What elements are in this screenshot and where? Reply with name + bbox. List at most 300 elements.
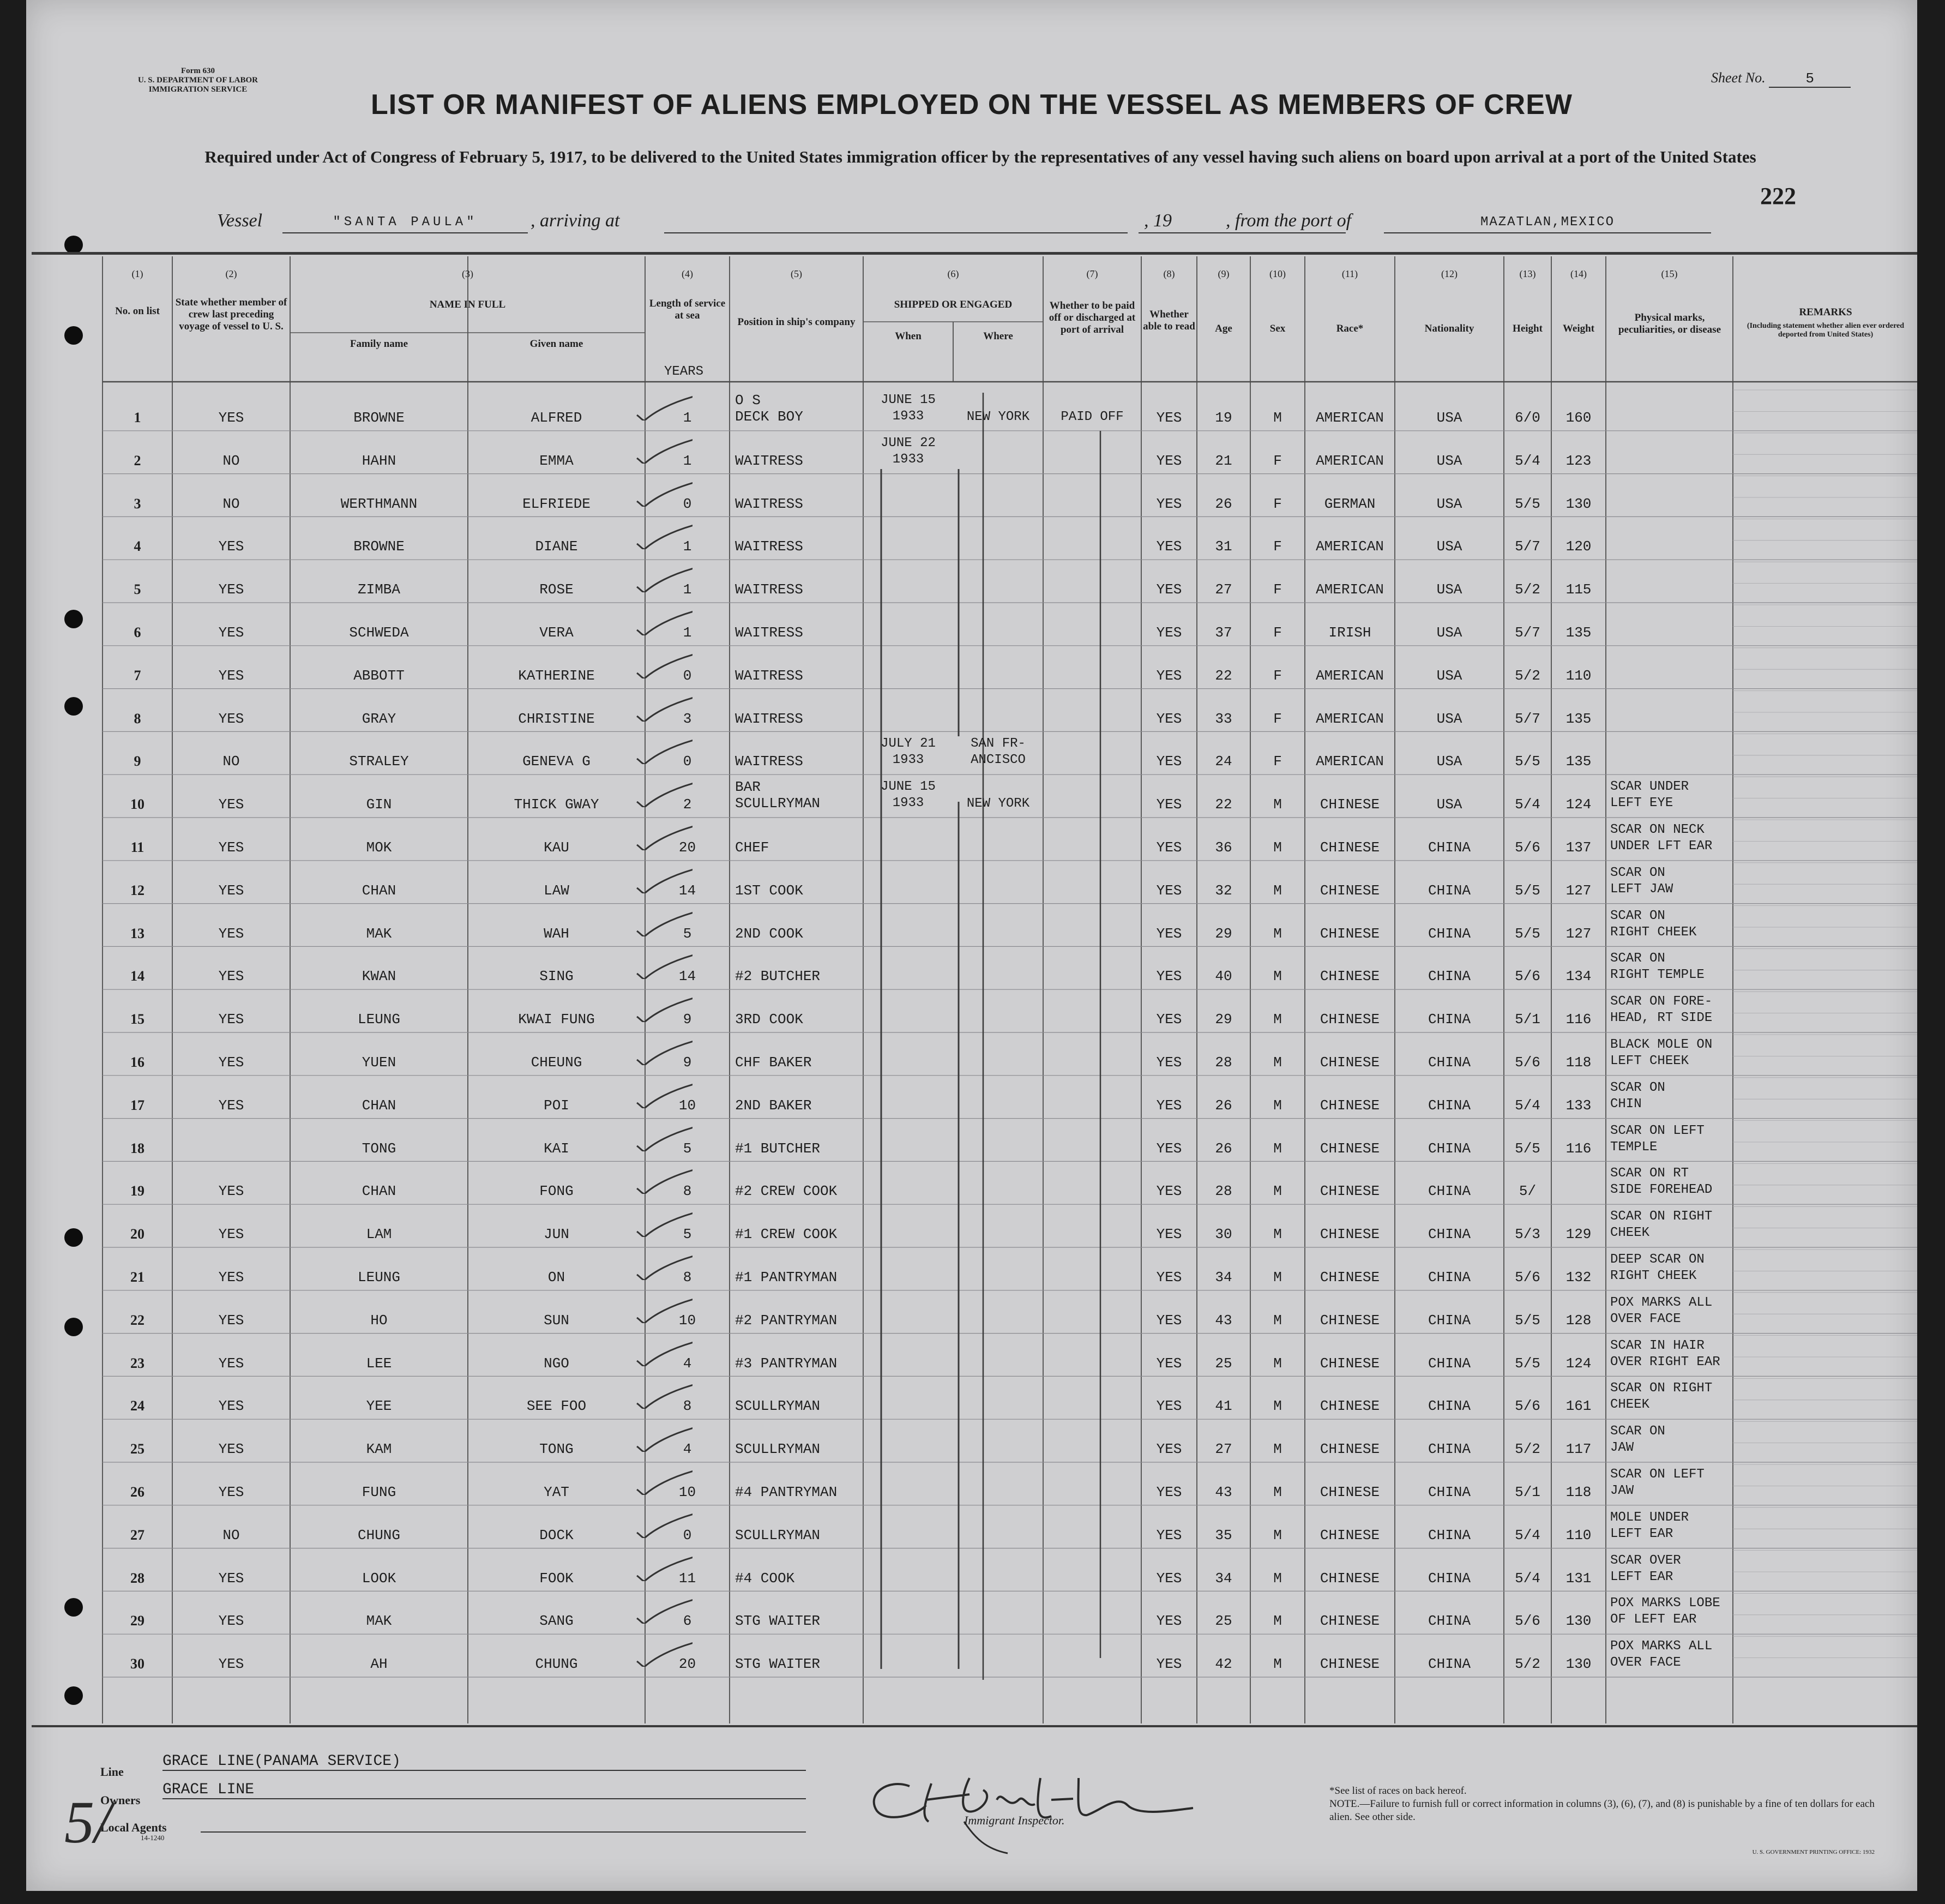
owners-label: Owners: [100, 1793, 141, 1807]
physical-marks-value: SCAR ON RIGHT CHEEK: [1610, 1209, 1713, 1241]
prev-voyage-value: YES: [218, 1054, 244, 1071]
row-number: 5: [134, 581, 141, 598]
given-name-value: FONG: [539, 1183, 574, 1200]
prev-voyage-value: NO: [222, 1527, 240, 1543]
height-value: 5/6: [1515, 1054, 1540, 1071]
row-number: 17: [130, 1097, 144, 1113]
crew-row: [26, 992, 1917, 1034]
crew-row: [26, 1250, 1917, 1292]
family-name-value: LEE: [366, 1355, 392, 1372]
prev-voyage-value: YES: [218, 968, 244, 985]
header-where: Where: [983, 331, 1013, 342]
crew-row: [26, 390, 1917, 433]
family-name-value: STRALEY: [349, 753, 409, 770]
given-name-value: GENEVA G: [522, 753, 591, 770]
agents-code: 14-1240: [141, 1834, 165, 1842]
physical-marks-value: SCAR ON FORE- HEAD, RT SIDE: [1610, 994, 1713, 1026]
family-name-value: CHAN: [362, 1097, 396, 1114]
prev-voyage-value: NO: [222, 753, 240, 770]
age-value: 24: [1215, 753, 1232, 770]
weight-value: 135: [1565, 753, 1592, 770]
crew-row: [26, 1035, 1917, 1077]
header-weight: Weight: [1562, 323, 1595, 334]
weight-value: 127: [1565, 925, 1592, 942]
prev-voyage-value: NO: [222, 452, 240, 469]
position-value: WAITRESS: [735, 452, 803, 469]
family-name-value: KAM: [366, 1441, 392, 1458]
sex-value: M: [1273, 968, 1282, 985]
family-name-value: HO: [370, 1312, 388, 1329]
check-mark: [633, 1212, 693, 1237]
check-mark: [633, 1513, 693, 1538]
prev-voyage-value: YES: [218, 1097, 244, 1114]
nationality-value: CHINA: [1428, 1527, 1471, 1543]
length-service-value: 1: [683, 452, 692, 469]
family-name-value: HAHN: [362, 452, 396, 469]
years-mark: YEARS: [664, 364, 704, 379]
able-read-value: YES: [1156, 753, 1182, 770]
crew-row: [26, 433, 1917, 476]
age-value: 37: [1215, 624, 1232, 641]
column-number: (14): [1570, 268, 1587, 279]
family-name-value: LOOK: [362, 1570, 396, 1587]
weight-value: 134: [1565, 968, 1592, 985]
height-value: 6/0: [1515, 410, 1540, 426]
nationality-value: CHINA: [1428, 1312, 1471, 1329]
column-number: (9): [1218, 268, 1230, 279]
sex-value: M: [1273, 1097, 1282, 1114]
nationality-value: CHINA: [1428, 1011, 1471, 1028]
race-value: CHINESE: [1320, 1656, 1380, 1673]
check-mark: [633, 911, 693, 936]
height-value: 5/2: [1515, 1441, 1540, 1458]
page-title: LIST OR MANIFEST OF ALIENS EMPLOYED ON THE VESSEL AS MEMBERS OF CREW: [371, 89, 1573, 121]
owners-value: GRACE LINE: [162, 1781, 806, 1799]
age-value: 22: [1215, 667, 1232, 684]
row-number: 18: [130, 1140, 144, 1156]
family-name-value: SCHWEDA: [349, 624, 409, 641]
age-value: 30: [1215, 1226, 1232, 1243]
length-service-value: 20: [678, 1656, 696, 1673]
physical-marks-value: SCAR ON NECK UNDER LFT EAR: [1610, 822, 1713, 854]
given-name-value: DIANE: [535, 538, 578, 555]
row-number: 3: [134, 495, 141, 512]
check-mark: [633, 739, 693, 764]
family-name-value: MOK: [366, 839, 392, 856]
position-value: SCULLRYMAN: [735, 1527, 821, 1543]
weight-value: 118: [1565, 1484, 1592, 1500]
length-service-value: 4: [683, 1441, 692, 1458]
prev-voyage-value: YES: [218, 667, 244, 684]
inspector-signature: [844, 1756, 1226, 1854]
height-value: 5/6: [1515, 968, 1540, 985]
position-value: #2 BUTCHER: [735, 968, 821, 985]
position-value: STG WAITER: [735, 1613, 821, 1630]
height-value: 5/2: [1515, 1656, 1540, 1673]
family-name-value: MAK: [366, 1613, 392, 1630]
prev-voyage-value: YES: [218, 1398, 244, 1415]
line-label: Line: [100, 1765, 124, 1779]
able-read-value: YES: [1156, 968, 1182, 985]
length-service-value: 9: [683, 1011, 692, 1028]
column-number: (13): [1519, 268, 1536, 279]
crew-row: [26, 1336, 1917, 1378]
given-name-value: NGO: [544, 1355, 569, 1372]
check-mark: [633, 1255, 693, 1280]
row-number: 28: [130, 1570, 144, 1586]
sex-value: M: [1273, 925, 1282, 942]
header-family-name: Family name: [350, 338, 408, 350]
length-service-value: 0: [683, 667, 692, 684]
nationality-value: USA: [1436, 753, 1462, 770]
able-read-value: YES: [1156, 1527, 1182, 1543]
check-mark: [633, 1083, 693, 1108]
able-read-value: YES: [1156, 452, 1182, 469]
race-value: CHINESE: [1320, 925, 1380, 942]
physical-marks-value: SCAR IN HAIR OVER RIGHT EAR: [1610, 1338, 1720, 1370]
able-read-value: YES: [1156, 925, 1182, 942]
column-number: (12): [1441, 268, 1458, 279]
length-service-value: 6: [683, 1613, 692, 1630]
row-number: 22: [130, 1312, 144, 1328]
able-read-value: YES: [1156, 495, 1182, 512]
arriving-label: , arriving at: [531, 211, 620, 231]
given-name-value: CHRISTINE: [518, 710, 595, 727]
from-port-label: , from the port of: [1226, 211, 1352, 231]
age-value: 43: [1215, 1484, 1232, 1500]
height-value: 5/5: [1515, 882, 1540, 899]
nationality-value: USA: [1436, 538, 1462, 555]
given-name-value: TONG: [539, 1441, 574, 1458]
able-read-value: YES: [1156, 882, 1182, 899]
weight-value: 130: [1565, 1613, 1592, 1630]
header-when: When: [895, 331, 922, 342]
check-mark: [633, 1126, 693, 1151]
family-name-value: CHAN: [362, 1183, 396, 1200]
footer-notes: [1329, 1785, 1875, 1859]
race-value: CHINESE: [1320, 839, 1380, 856]
crew-row: [26, 948, 1917, 991]
position-value: #1 PANTRYMAN: [735, 1269, 838, 1286]
nationality-value: CHINA: [1428, 1613, 1471, 1630]
check-mark: [633, 610, 693, 635]
age-value: 34: [1215, 1269, 1232, 1286]
sex-value: M: [1273, 1656, 1282, 1673]
age-value: 27: [1215, 1441, 1232, 1458]
check-mark: [633, 868, 693, 893]
position-value: #4 COOK: [735, 1570, 795, 1587]
header-race: Race*: [1336, 323, 1364, 334]
given-name-value: ON: [547, 1269, 565, 1286]
position-value: WAITRESS: [735, 581, 803, 598]
crew-row: [26, 820, 1917, 862]
given-name-value: POI: [544, 1097, 569, 1114]
race-value: CHINESE: [1320, 1226, 1380, 1243]
sex-value: M: [1273, 1226, 1282, 1243]
sex-value: M: [1273, 1398, 1282, 1415]
able-read-value: YES: [1156, 796, 1182, 813]
row-number: 8: [134, 710, 141, 726]
position-value: #4 PANTRYMAN: [735, 1484, 838, 1500]
sex-value: F: [1273, 452, 1282, 469]
line-value: GRACE LINE(PANAMA SERVICE): [162, 1753, 806, 1771]
nationality-value: CHINA: [1428, 1441, 1471, 1458]
able-read-value: YES: [1156, 1484, 1182, 1500]
nationality-value: USA: [1436, 667, 1462, 684]
given-name-value: FOOK: [539, 1570, 574, 1587]
weight-value: 135: [1565, 624, 1592, 641]
manifest-sheet: [26, 0, 1917, 1891]
crew-row: [26, 691, 1917, 734]
family-name-value: YUEN: [362, 1054, 396, 1071]
able-read-value: YES: [1156, 1656, 1182, 1673]
column-number: (4): [682, 268, 693, 279]
position-value: STG WAITER: [735, 1656, 821, 1673]
given-name-value: DOCK: [539, 1527, 574, 1543]
position-value: SCULLRYMAN: [735, 1398, 821, 1415]
weight-value: 116: [1565, 1011, 1592, 1028]
sex-value: M: [1273, 1355, 1282, 1372]
check-mark: [633, 954, 693, 979]
year-label: , 19: [1144, 211, 1172, 231]
family-name-value: MAK: [366, 925, 392, 942]
nationality-value: CHINA: [1428, 1570, 1471, 1587]
family-name-value: AH: [370, 1656, 388, 1673]
crew-row: [26, 734, 1917, 776]
page-stamp-number: 222: [1760, 183, 1796, 209]
crew-row: [26, 1464, 1917, 1507]
weight-value: 160: [1565, 410, 1592, 426]
age-value: 28: [1215, 1054, 1232, 1071]
able-read-value: YES: [1156, 1570, 1182, 1587]
column-number: (10): [1269, 268, 1286, 279]
crew-row: [26, 1593, 1917, 1636]
check-mark: [633, 653, 693, 678]
weight-value: 132: [1565, 1269, 1592, 1286]
length-service-value: 10: [678, 1097, 696, 1114]
age-value: 43: [1215, 1312, 1232, 1329]
crew-row: [26, 1206, 1917, 1249]
family-name-value: LEUNG: [357, 1269, 400, 1286]
sex-value: M: [1273, 1054, 1282, 1071]
physical-marks-value: SCAR ON LEFT JAW: [1610, 865, 1673, 897]
prev-voyage-value: YES: [218, 1312, 244, 1329]
height-value: 5/6: [1515, 1398, 1540, 1415]
sex-value: F: [1273, 538, 1282, 555]
length-service-value: 11: [678, 1570, 696, 1587]
prev-voyage-value: YES: [218, 1613, 244, 1630]
position-value: WAITRESS: [735, 710, 803, 727]
length-service-value: 0: [683, 753, 692, 770]
family-name-value: BROWNE: [353, 410, 405, 426]
given-name-value: SUN: [544, 1312, 569, 1329]
length-service-value: 2: [683, 796, 692, 813]
height-value: 5/6: [1515, 839, 1540, 856]
fine-note: NOTE.—Failure to furnish full or correct information in columns (3), (6), (7), and (8) is punishable by a fine of ten dollars for each alien. See other side.: [1329, 1798, 1875, 1823]
sex-value: M: [1273, 839, 1282, 856]
sex-value: M: [1273, 1183, 1282, 1200]
sheet-number-label: Sheet No.: [1711, 70, 1766, 86]
sex-value: F: [1273, 667, 1282, 684]
age-value: 40: [1215, 968, 1232, 985]
prev-voyage-value: YES: [218, 710, 244, 727]
inspector-label: Immigrant Inspector.: [964, 1813, 1065, 1827]
able-read-value: YES: [1156, 710, 1182, 727]
given-name-value: CHUNG: [535, 1656, 578, 1673]
race-value: AMERICAN: [1316, 538, 1384, 555]
sex-value: M: [1273, 1570, 1282, 1587]
weight-value: 110: [1565, 1527, 1592, 1543]
nationality-value: USA: [1436, 796, 1462, 813]
header-paid-off: Whether to be paid off or discharged at port of arrival: [1049, 300, 1136, 335]
check-mark: [633, 825, 693, 850]
able-read-value: YES: [1156, 1054, 1182, 1071]
length-service-value: 5: [683, 925, 692, 942]
physical-marks-value: DEEP SCAR ON RIGHT CHEEK: [1610, 1252, 1705, 1283]
crew-row: [26, 648, 1917, 690]
weight-value: 116: [1565, 1140, 1592, 1157]
length-service-value: 8: [683, 1269, 692, 1286]
race-value: CHINESE: [1320, 1613, 1380, 1630]
height-value: 5/5: [1515, 495, 1540, 512]
sex-value: M: [1273, 1484, 1282, 1500]
length-service-value: 10: [678, 1312, 696, 1329]
race-value: AMERICAN: [1316, 410, 1384, 426]
physical-marks-value: SCAR ON RIGHT TEMPLE: [1610, 951, 1705, 983]
check-mark: [633, 1298, 693, 1323]
weight-value: 124: [1565, 1355, 1592, 1372]
race-value: CHINESE: [1320, 968, 1380, 985]
check-mark: [633, 395, 693, 421]
check-mark: [633, 524, 693, 549]
page-subtitle: Required under Act of Congress of February 5, 1917, to be delivered to the United States immigration officer by the representatives of any vessel having such aliens on board upon arrival at a port of the United States: [204, 147, 1756, 166]
position-value: CHF BAKER: [735, 1054, 812, 1071]
position-value: BAR SCULLRYMAN: [735, 779, 821, 812]
able-read-value: YES: [1156, 1097, 1182, 1114]
height-value: 5/4: [1515, 796, 1540, 813]
header-state-whether: State whether member of crew last preceding voyage of vessel to U. S.: [175, 297, 287, 332]
weight-value: 128: [1565, 1312, 1592, 1329]
sex-value: M: [1273, 882, 1282, 899]
nationality-value: CHINA: [1428, 1656, 1471, 1673]
given-name-value: LAW: [544, 882, 569, 899]
nationality-value: CHINA: [1428, 1269, 1471, 1286]
length-service-value: 20: [678, 839, 696, 856]
length-service-value: 1: [683, 538, 692, 555]
check-mark: [633, 1599, 693, 1624]
crew-row: [26, 906, 1917, 948]
nationality-value: CHINA: [1428, 1398, 1471, 1415]
crew-row: [26, 1551, 1917, 1593]
sex-value: M: [1273, 796, 1282, 813]
physical-marks-value: BLACK MOLE ON LEFT CHEEK: [1610, 1037, 1713, 1068]
given-name-value: SANG: [539, 1613, 574, 1630]
able-read-value: YES: [1156, 1226, 1182, 1243]
check-mark: [633, 1556, 693, 1581]
family-name-value: FUNG: [362, 1484, 396, 1500]
shipped-when-value: JUNE 15 1933: [881, 779, 936, 811]
crew-row: [26, 1507, 1917, 1550]
check-mark: [633, 782, 693, 807]
height-value: 5/2: [1515, 581, 1540, 598]
given-name-value: SEE FOO: [526, 1398, 587, 1415]
paid-off-value: PAID OFF: [1061, 410, 1124, 424]
row-number: 6: [134, 624, 141, 640]
race-value: CHINESE: [1320, 796, 1380, 813]
weight-value: 120: [1565, 538, 1592, 555]
crew-row: [26, 1078, 1917, 1120]
position-value: #2 CREW COOK: [735, 1183, 838, 1200]
given-name-value: KAI: [544, 1140, 569, 1157]
row-number: 14: [130, 968, 144, 984]
service-name: IMMIGRATION SERVICE: [148, 85, 248, 94]
given-name-value: WAH: [544, 925, 569, 942]
position-value: #1 BUTCHER: [735, 1140, 821, 1157]
header-height: Height: [1513, 323, 1543, 334]
physical-marks-value: MOLE UNDER LEFT EAR: [1610, 1510, 1689, 1541]
given-name-value: SING: [539, 968, 574, 985]
column-number: (2): [225, 268, 237, 279]
sex-value: F: [1273, 581, 1282, 598]
race-value: CHINESE: [1320, 1097, 1380, 1114]
length-service-value: 0: [683, 1527, 692, 1543]
race-value: CHINESE: [1320, 1054, 1380, 1071]
nationality-value: CHINA: [1428, 925, 1471, 942]
row-number: 29: [130, 1613, 144, 1629]
position-value: WAITRESS: [735, 624, 803, 641]
crew-row: [26, 519, 1917, 561]
able-read-value: YES: [1156, 839, 1182, 856]
length-service-value: 8: [683, 1398, 692, 1415]
nationality-value: CHINA: [1428, 1355, 1471, 1372]
age-value: 35: [1215, 1527, 1232, 1543]
shipped-where-value: NEW YORK: [966, 796, 1030, 812]
race-value: CHINESE: [1320, 1570, 1380, 1587]
nationality-value: CHINA: [1428, 1226, 1471, 1243]
age-value: 32: [1215, 882, 1232, 899]
nationality-value: USA: [1436, 581, 1462, 598]
age-value: 25: [1215, 1355, 1232, 1372]
length-service-value: 9: [683, 1054, 692, 1071]
row-number: 2: [134, 452, 141, 469]
given-name-value: EMMA: [539, 452, 574, 469]
prev-voyage-value: YES: [218, 1570, 244, 1587]
given-name-value: KATHERINE: [518, 667, 595, 684]
age-value: 36: [1215, 839, 1232, 856]
prev-voyage-value: YES: [218, 1183, 244, 1200]
header-sex: Sex: [1269, 323, 1286, 334]
length-service-value: 14: [678, 882, 696, 899]
crew-row: [26, 1121, 1917, 1163]
prev-voyage-value: YES: [218, 925, 244, 942]
race-value: CHINESE: [1320, 1484, 1380, 1500]
physical-marks-value: SCAR UNDER LEFT EYE: [1610, 779, 1689, 811]
race-value: CHINESE: [1320, 1269, 1380, 1286]
given-name-value: YAT: [544, 1484, 569, 1500]
able-read-value: YES: [1156, 1398, 1182, 1415]
nationality-value: USA: [1436, 452, 1462, 469]
age-value: 31: [1215, 538, 1232, 555]
race-value: AMERICAN: [1316, 581, 1384, 598]
race-value: CHINESE: [1320, 1355, 1380, 1372]
age-value: 19: [1215, 410, 1232, 426]
column-number: (11): [1341, 268, 1358, 279]
able-read-value: YES: [1156, 1355, 1182, 1372]
row-number: 13: [130, 925, 144, 941]
physical-marks-value: SCAR ON RIGHT CHEEK: [1610, 908, 1697, 940]
able-read-value: YES: [1156, 538, 1182, 555]
race-value: AMERICAN: [1316, 753, 1384, 770]
